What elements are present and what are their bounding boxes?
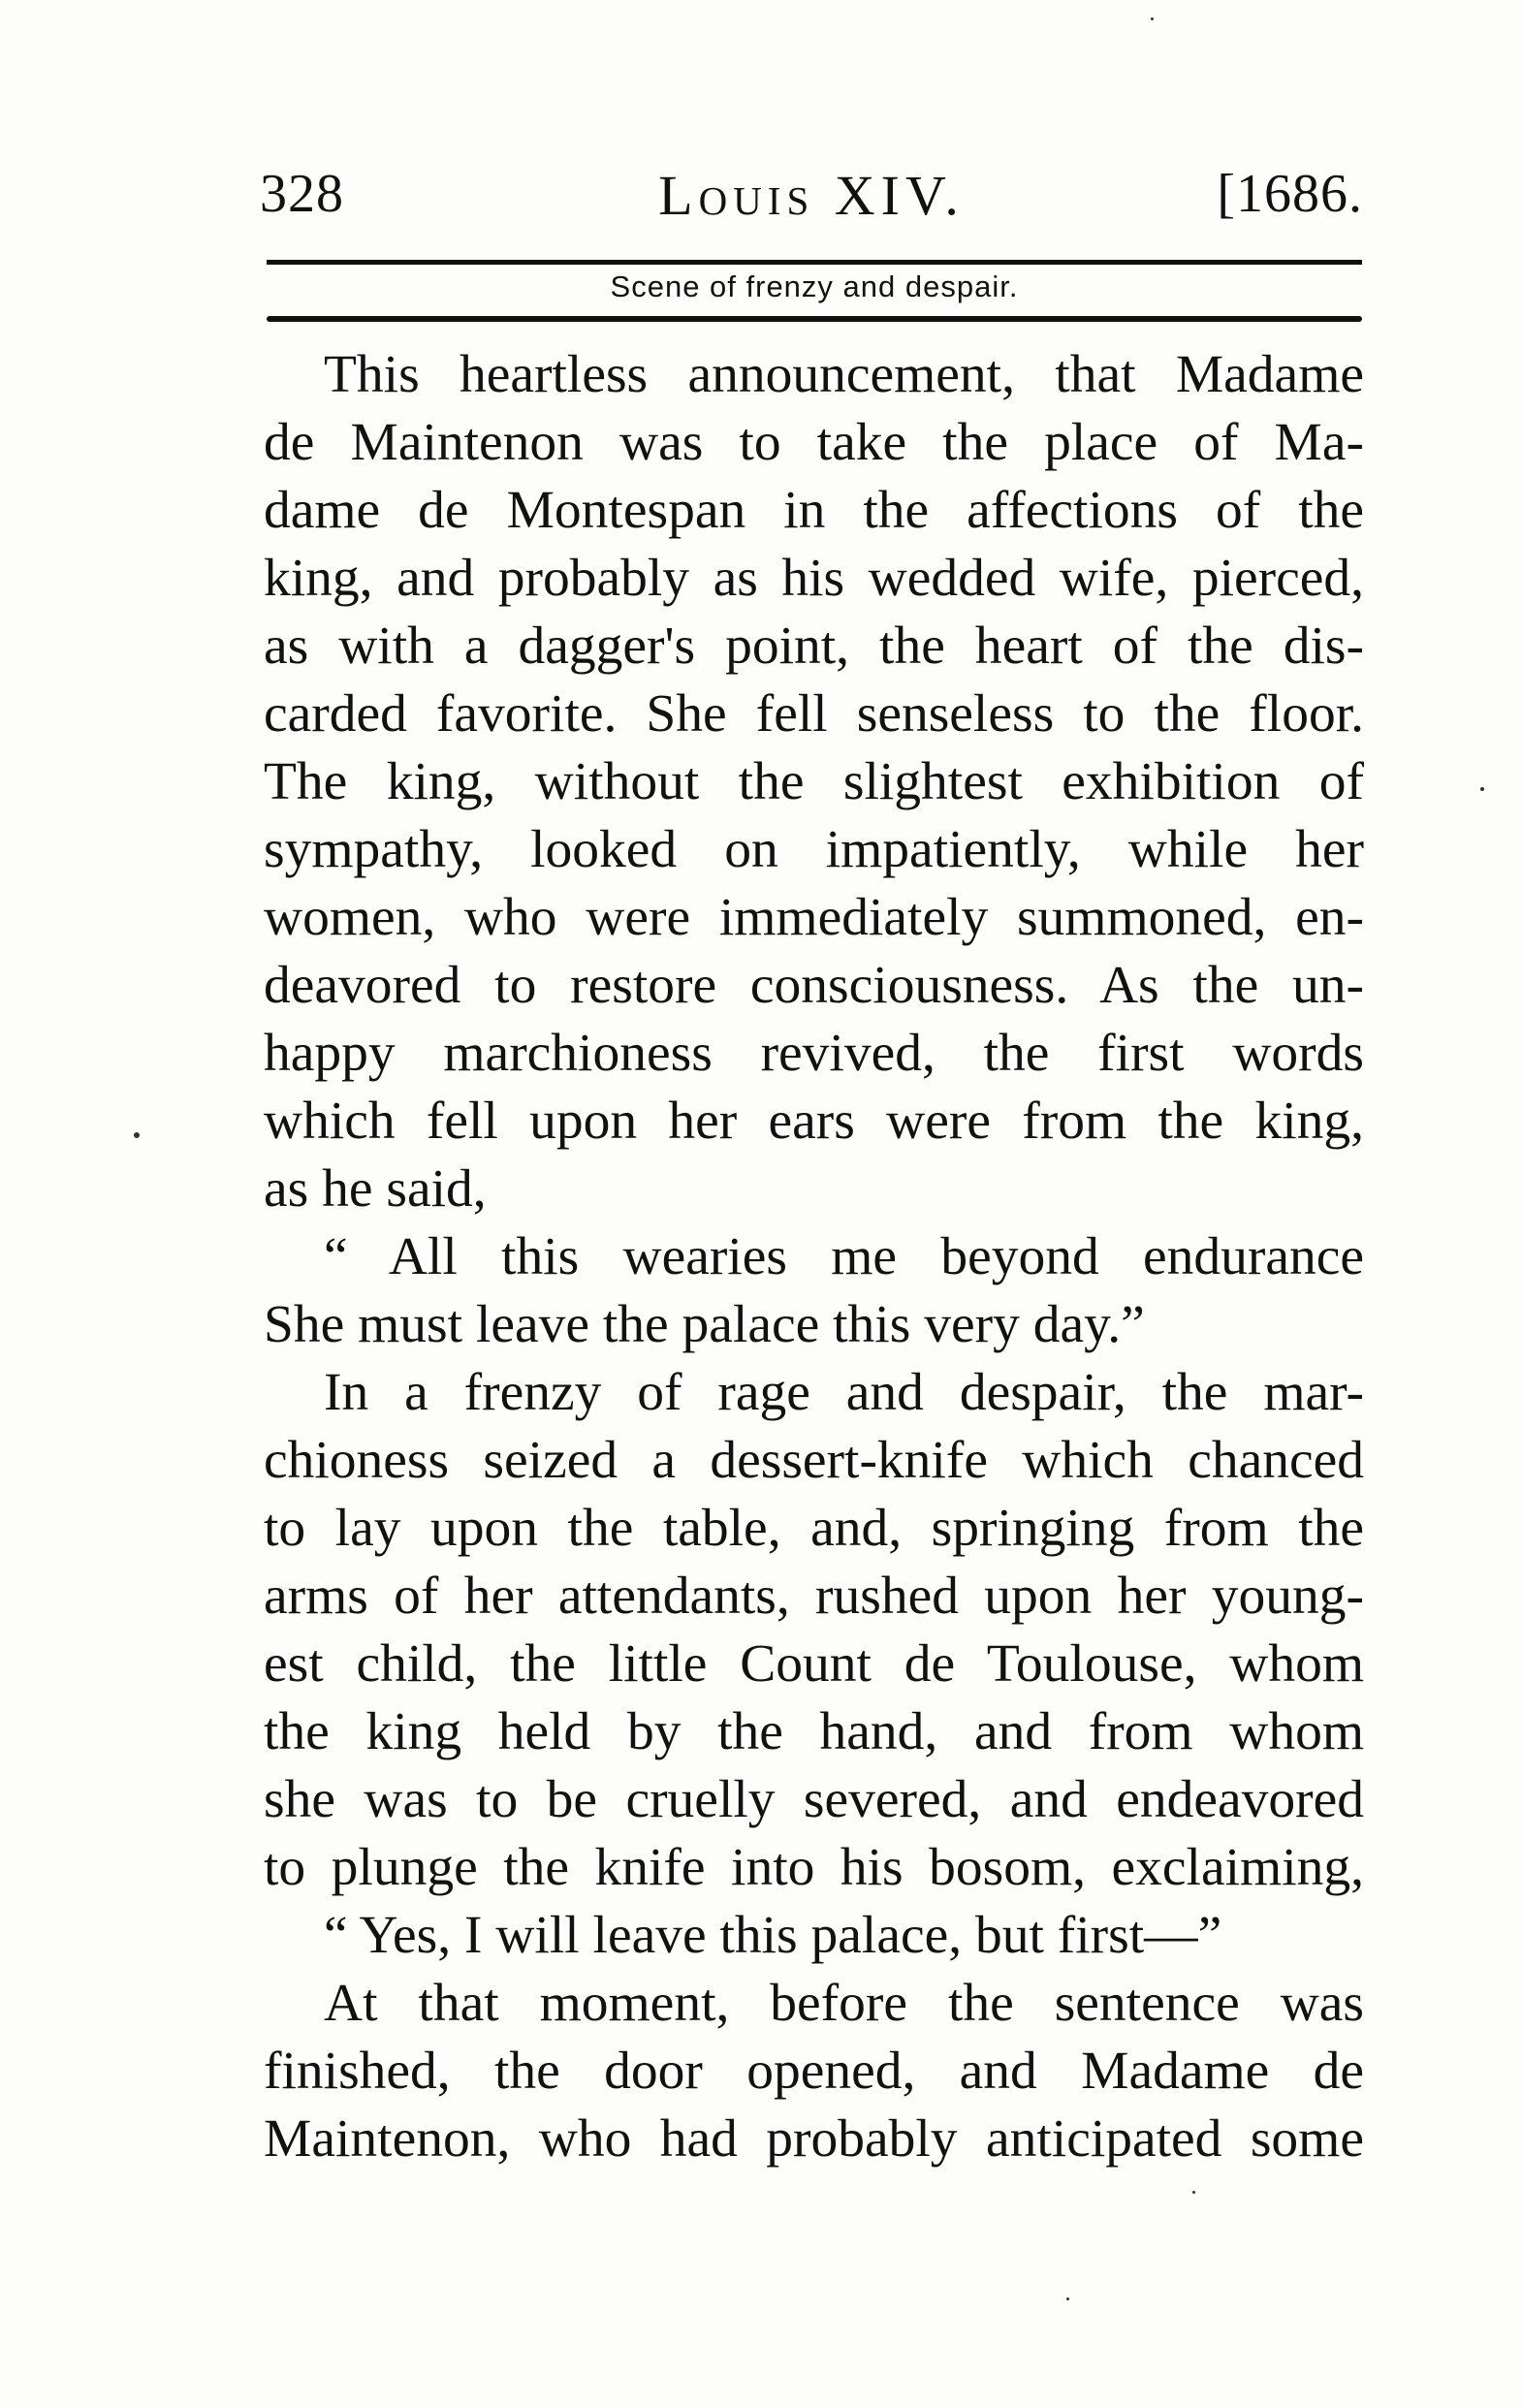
text-line: as with a dagger's point, the heart of the dis- <box>264 617 1364 676</box>
section-subheading: Scene of frenzy and despair. <box>610 269 1019 303</box>
text-line: “ All this wearies me beyond endurance <box>324 1227 1364 1286</box>
header-rule-top <box>267 260 1362 265</box>
text-line: arms of her attendants, rushed upon her young- <box>264 1567 1364 1626</box>
text-line: to plunge the knife into his bosom, exclaiming, <box>264 1838 1364 1897</box>
header-year: [1686. <box>1217 164 1363 224</box>
text-line: to lay upon the table, and, springing from the <box>264 1499 1364 1558</box>
text-line: she was to be cruelly severed, and endeavored <box>264 1770 1364 1829</box>
scan-speck <box>1192 2191 1195 2194</box>
header-rule-bottom <box>267 316 1362 322</box>
text-line: deavored to restore consciousness. As the un- <box>264 956 1364 1015</box>
text-line: as he said, <box>264 1159 487 1219</box>
text-line: the king held by the hand, and from whom <box>264 1702 1364 1761</box>
page-number: 328 <box>260 164 344 224</box>
text-line: “ Yes, I will leave this palace, but first—” <box>324 1906 1222 1965</box>
text-line: sympathy, looked on impatiently, while her <box>264 820 1364 879</box>
scan-speck <box>1151 17 1154 20</box>
running-title: Louis XIV. <box>658 164 965 227</box>
scan-speck <box>1066 2297 1069 2300</box>
text-line: She must leave the palace this very day.” <box>264 1295 1145 1354</box>
text-line: This heartless announcement, that Madame <box>324 345 1364 404</box>
text-line: women, who were immediately summoned, en- <box>264 888 1364 947</box>
text-line: dame de Montespan in the affections of the <box>264 481 1364 540</box>
body-text <box>264 341 1364 2173</box>
text-line: In a frenzy of rage and despair, the mar- <box>324 1363 1364 1422</box>
page-header <box>260 163 1363 240</box>
text-line: happy marchioness revived, the first words <box>264 1024 1364 1083</box>
text-line: king, and probably as his wedded wife, pierced, <box>264 549 1364 608</box>
text-line: carded favorite. She fell senseless to the floor. <box>264 684 1364 744</box>
text-line: which fell upon her ears were from the king, <box>264 1092 1364 1151</box>
scan-speck <box>134 1132 140 1138</box>
text-line: At that moment, before the sentence was <box>324 1974 1364 2033</box>
text-line: de Maintenon was to take the place of Ma- <box>264 413 1364 472</box>
text-line: The king, without the slightest exhibition of <box>264 752 1364 811</box>
text-line: est child, the little Count de Toulouse, whom <box>264 1634 1364 1694</box>
text-line: chioness seized a dessert-knife which chanced <box>264 1431 1364 1490</box>
text-line: finished, the door opened, and Madame de <box>264 2042 1364 2101</box>
scan-speck <box>1480 787 1484 791</box>
text-line: Maintenon, who had probably anticipated some <box>264 2109 1364 2169</box>
